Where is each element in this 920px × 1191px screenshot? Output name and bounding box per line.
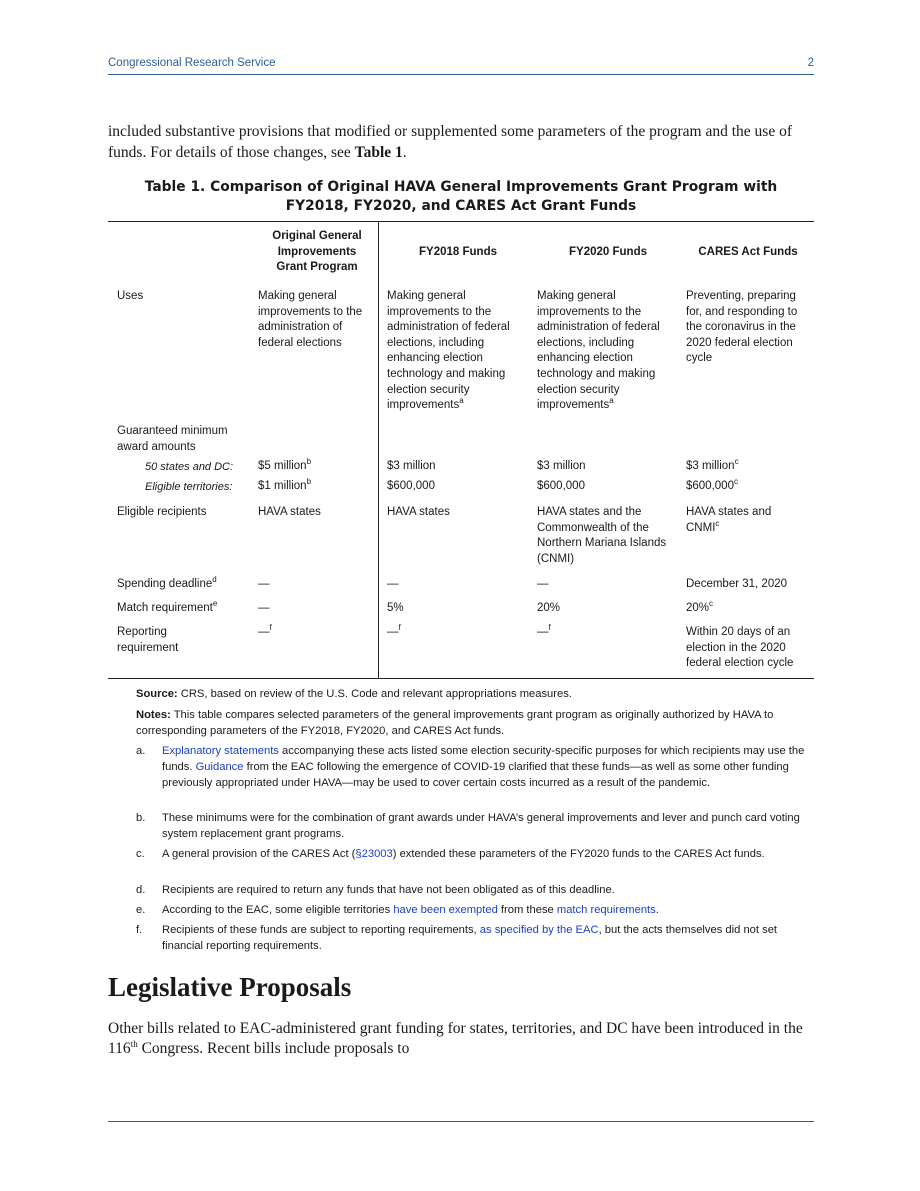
text: Congress. Recent bills include proposals to [137, 1040, 410, 1057]
label: Match requirement [117, 602, 213, 614]
footnote-mark: a [609, 396, 614, 406]
source-text: CRS, based on review of the U.S. Code and relevant appropriations measures. [177, 688, 572, 700]
match-cares [686, 601, 810, 617]
reporting-fy2020 [537, 625, 679, 641]
deadline-cares: December 31, 2020 [686, 578, 788, 590]
sub-label-states: 50 states and DC: [145, 461, 234, 473]
guaranteed-cares-territories [686, 479, 810, 495]
header-fy2020: FY2020 Funds [569, 246, 647, 258]
footnote-f [136, 922, 812, 954]
label: Spending deadline [117, 578, 213, 590]
notes-text: This table compares selected parameters of the general improvements grant program as originally authorized by HAVA to corresponding parameters of the FY2018, FY2020, and CARES Act funds. [136, 709, 774, 737]
guaranteed-fy2018-states: $3 million [387, 460, 436, 472]
match-original: — [258, 602, 270, 614]
value: HAVA states and CNMI [686, 506, 772, 534]
table-notes [136, 707, 812, 739]
ordinal-suffix: th [130, 1038, 138, 1049]
footnote-text [162, 922, 812, 954]
reporting-original [258, 625, 376, 641]
footnote-mark: b [306, 477, 312, 487]
footnote-mark: a [459, 396, 464, 406]
table-caption [108, 178, 814, 216]
uses-fy2018-text: Making general improvements to the administration of federal elections, including enhancing election technology and making election security improvements [387, 290, 510, 412]
header-original-line-1: Original General [272, 230, 362, 242]
uses-original: Making general improvements to the administration of federal elections [258, 290, 363, 349]
text: from the EAC following the emergence of COVID-19 clarified that these funds—as well as some other funding previously appropriated under HAVA—may be used to cover certain costs incurred as a result of the pandemic. [162, 761, 789, 789]
footnote-mark: d [212, 575, 217, 585]
value: $1 million [258, 480, 307, 492]
table-source [136, 686, 812, 702]
link-guidance[interactable]: Guidance [195, 761, 244, 773]
footnote-c [136, 846, 812, 878]
deadline-original: — [258, 578, 270, 590]
footnote-b [136, 810, 812, 842]
footnote-mark: f [269, 623, 272, 633]
row-label-uses: Uses [117, 290, 144, 302]
text: Recipients of these funds are subject to reporting requirements, [162, 924, 480, 936]
value: $5 million [258, 460, 307, 472]
intro-text: included substantive provisions that modified or supplemented some parameters of the program and the use of funds. For details of those changes, see [108, 123, 792, 161]
guaranteed-fy2020-states: $3 million [537, 460, 586, 472]
match-fy2018: 5% [387, 602, 404, 614]
reporting-fy2018 [387, 625, 529, 641]
value: $600,000 [686, 480, 734, 492]
table-column-divider [378, 221, 379, 678]
text: from these [497, 904, 557, 916]
uses-fy2018 [387, 289, 529, 414]
text: . [655, 904, 659, 916]
footnote-text [162, 846, 812, 862]
footnote-mark: c [715, 518, 720, 528]
guaranteed-cares-states [686, 459, 810, 475]
eligible-fy2020: HAVA states and the Commonwealth of the Northern Mariana Islands (CNMI) [537, 506, 667, 565]
link-have-been-exempted[interactable]: have been exempted [393, 904, 498, 916]
guaranteed-fy2020-territories: $600,000 [537, 480, 585, 492]
intro-paragraph [108, 121, 814, 163]
footnote-text: These minimums were for the combination of grant awards under HAVA’s general improvements and lever and punch card voting system replacement grant programs. [162, 812, 800, 840]
text: accompanying these acts listed some election security-specific purposes for which recipients may use the funds. [162, 745, 805, 773]
row-label-eligible: Eligible recipients [117, 506, 207, 518]
row-label-guaranteed: Guaranteed minimum award amounts [117, 425, 228, 453]
running-header [108, 56, 814, 75]
footnote-mark: f [548, 623, 551, 633]
footnote-a [136, 743, 812, 807]
eligible-cares [686, 505, 796, 536]
text: ) extended these parameters of the FY2020 funds to the CARES Act funds. [392, 848, 765, 860]
footnote-letter: a. [136, 745, 146, 757]
footnote-letter: e. [136, 904, 146, 916]
footnote-letter: b. [136, 812, 146, 824]
section-paragraph [108, 1019, 814, 1059]
link-as-specified-by-eac[interactable]: as specified by the EAC [479, 924, 599, 936]
link-section-23003[interactable]: §23003 [355, 848, 393, 860]
row-label-match [117, 601, 255, 617]
uses-fy2020-text: Making general improvements to the administration of federal elections, including enhancing election technology and making election security improvements [537, 290, 660, 412]
footnote-text [162, 902, 812, 918]
page-number: 2 [807, 57, 814, 69]
table-top-rule [108, 221, 814, 222]
row-label-deadline [117, 577, 255, 593]
table-reference: Table 1 [354, 144, 403, 161]
footnote-text: Recipients are required to return any funds that have not been obligated as of this deadline. [162, 884, 615, 896]
value: — [258, 626, 270, 638]
header-original-program [258, 229, 376, 276]
eligible-fy2018: HAVA states [387, 506, 450, 518]
footnote-letter: c. [136, 848, 145, 860]
row-label-reporting: Reporting requirement [117, 626, 179, 654]
header-original-line-2: Improvements [277, 245, 357, 258]
footnote-mark: c [709, 599, 714, 609]
intro-end: . [402, 144, 407, 161]
header-cares: CARES Act Funds [698, 246, 798, 258]
footnote-mark: b [306, 457, 312, 467]
caption-line-2: FY2018, FY2020, and CARES Act Grant Funds [285, 198, 637, 214]
guaranteed-original-states [258, 459, 376, 475]
uses-cares: Preventing, preparing for, and responding to the coronavirus in the 2020 federal election cycle [686, 290, 798, 365]
deadline-fy2018: — [387, 578, 399, 590]
footnote-letter: d. [136, 884, 146, 896]
header-fy2018: FY2018 Funds [419, 246, 497, 258]
reporting-cares: Within 20 days of an election in the 2020 federal election cycle [686, 626, 794, 670]
notes-label: Notes: [136, 709, 171, 721]
footnote-mark: c [733, 477, 738, 487]
value: $3 million [686, 460, 735, 472]
eligible-original: HAVA states [258, 506, 321, 518]
footnote-mark: c [734, 457, 739, 467]
table-bottom-rule [108, 678, 814, 679]
header-publisher: Congressional Research Service [108, 57, 276, 69]
value: 20% [686, 602, 710, 614]
footnote-text [162, 743, 812, 791]
value: — [387, 626, 399, 638]
sub-label-territories: Eligible territories: [145, 481, 233, 493]
deadline-fy2020: — [537, 578, 549, 590]
guaranteed-fy2018-territories: $600,000 [387, 480, 435, 492]
uses-fy2020 [537, 289, 679, 414]
guaranteed-original-territories [258, 479, 376, 495]
caption-line-1: Table 1. Comparison of Original HAVA General Improvements Grant Program with [144, 179, 778, 195]
header-original-line-3: Grant Program [276, 261, 358, 274]
text: A general provision of the CARES Act ( [162, 848, 356, 860]
section-heading: Legislative Proposals [108, 972, 352, 1002]
link-explanatory-statements[interactable]: Explanatory statements [162, 745, 279, 757]
match-fy2020: 20% [537, 602, 561, 614]
footer-rule [108, 1121, 814, 1122]
footnote-mark: e [212, 599, 218, 609]
footnote-mark: f [398, 623, 401, 633]
text: Other bills related to EAC-administered grant funding for states, territories, and DC have been introduced in the 116 [108, 1020, 803, 1057]
text: , but the acts themselves did not set financial reporting requirements. [162, 924, 778, 952]
value: — [537, 626, 549, 638]
footnote-letter: f. [136, 924, 143, 936]
source-label: Source: [136, 688, 178, 700]
link-match-requirements[interactable]: match requirements [556, 904, 656, 916]
text: According to the EAC, some eligible territories [162, 904, 394, 916]
